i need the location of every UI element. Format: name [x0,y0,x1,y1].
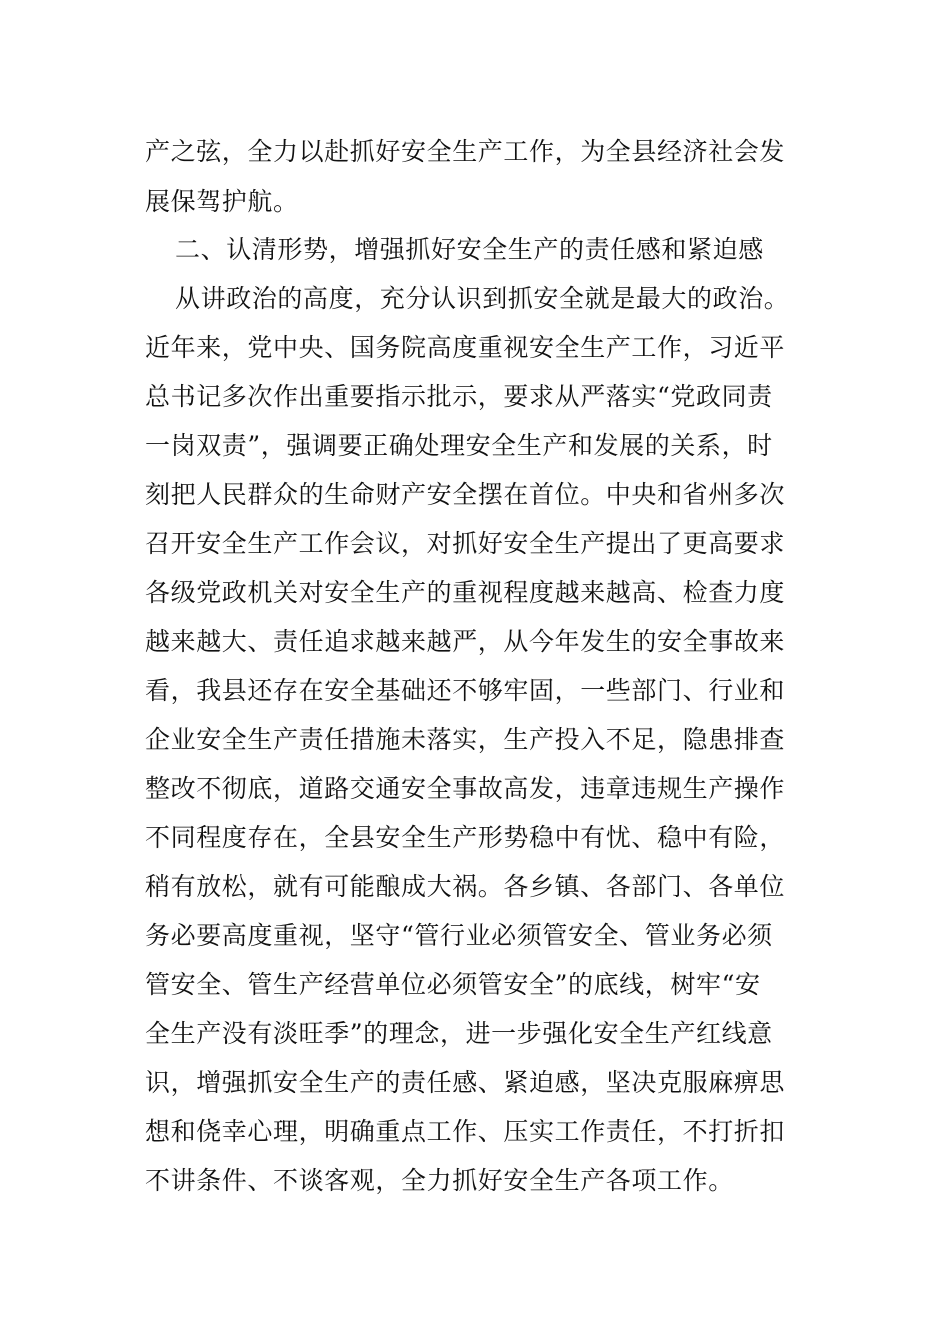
text-line: 展保驾护航。 [145,187,299,216]
text-line: 召开安全生产工作会议，对抓好安全生产提出了更高要求 [145,529,786,558]
text-line: 看，我县还存在安全基础还不够牢固，一些部门、行业和 [145,676,786,705]
text-line: 全生产没有淡旺季”的理念，进一步强化安全生产红线意 [145,1019,773,1048]
text-line: 不同程度存在，全县安全生产形势稳中有忧、稳中有险， [145,823,786,852]
text-line: 想和侥幸心理，明确重点工作、压实工作责任，不打折扣 [145,1117,786,1146]
text-line: 越来越大、责任追求越来越严，从今年发生的安全事故来 [145,627,786,656]
text-line: 企业安全生产责任措施未落实，生产投入不足，隐患排查 [145,725,786,754]
text-line: 近年来，党中央、国务院高度重视安全生产工作，习近平 [145,333,786,362]
text-line: 整改不彻底，道路交通安全事故高发，违章违规生产操作 [145,774,786,803]
text-line: 刻把人民群众的生命财产安全摆在首位。中央和省州多次 [145,480,786,509]
text-line: 一岗双责”，强调要正确处理安全生产和发展的关系，时 [145,431,773,460]
section-heading: 二、认清形势，增强抓好安全生产的责任感和紧迫感 [175,235,764,264]
text-line: 稍有放松，就有可能酿成大祸。各乡镇、各部门、各单位 [145,872,786,901]
text-line: 总书记多次作出重要指示批示，要求从严落实“党政同责 [145,382,773,411]
text-line: 管安全、管生产经营单位必须管安全”的底线，树牢“安 [145,970,761,999]
text-line: 务必要高度重视，坚守“管行业必须管安全、管业务必须 [145,921,773,950]
text-line: 产之弦，全力以赴抓好安全生产工作，为全县经济社会发 [145,137,786,166]
text-line: 不讲条件、不谈客观，全力抓好安全生产各项工作。 [145,1166,734,1195]
text-line: 识，增强抓安全生产的责任感、紧迫感，坚决克服麻痹思 [145,1068,786,1097]
paragraph-first-line: 从讲政治的高度，充分认识到抓安全就是最大的政治。 [175,284,790,313]
text-line: 各级党政机关对安全生产的重视程度越来越高、检查力度 [145,578,786,607]
